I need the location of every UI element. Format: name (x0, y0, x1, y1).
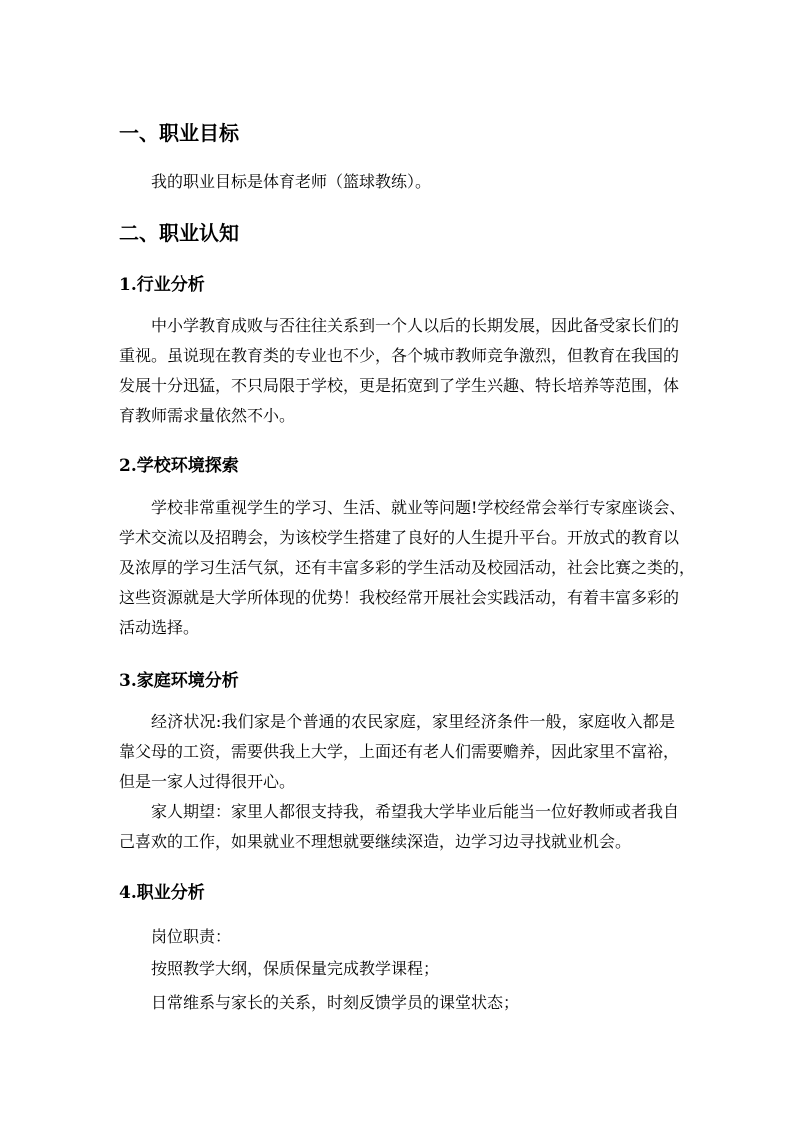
text-line: 家人期望：家里人都很支持我，希望我大学毕业后能当一位好教师或者我自 (151, 802, 680, 821)
text-line: 学校非常重视学生的学习、生活、就业等问题!学校经常会举行专家座谈会、 (151, 498, 686, 517)
text-line: 岗位职责： (151, 927, 232, 946)
text-line: 我的职业目标是体育老师（篮球教练）。 (151, 172, 432, 191)
text-line: 及浓厚的学习生活气氛，还有丰富多彩的学生活动及校园活动，社会比赛之类的， (119, 558, 696, 577)
subheading-career-analysis: 4.职业分析 (119, 883, 205, 903)
text-line: 靠父母的工资，需要供我上大学，上面还有老人们需要赡养，因此家里不富裕， (119, 742, 680, 761)
career-analysis-list (119, 922, 675, 1018)
text-line: 但是一家人过得很开心。 (119, 772, 296, 791)
text-line: 重视。虽说现在教育类的专业也不少，各个城市教师竞争激烈，但教育在我国的 (119, 346, 680, 365)
section-heading-career-cognition: 二、职业认知 (119, 221, 239, 245)
text-line: 学术交流以及招聘会，为该校学生搭建了良好的人生提升平台。开放式的教育以 (119, 528, 680, 547)
text-line: 日常维系与家长的关系，时刻反馈学员的课堂状态； (151, 993, 520, 1012)
subheading-industry-analysis: 1.行业分析 (119, 275, 205, 295)
text-line: 经济状况:我们家是个普通的农民家庭，家里经济条件一般，家庭收入都是 (151, 712, 675, 731)
text-line: 按照教学大纲，保质保量完成教学课程； (151, 959, 440, 978)
text-line: 发展十分迅猛，不只局限于学校，更是拓宽到了学生兴趣、特长培养等范围，体 (119, 376, 680, 395)
subheading-family-environment: 3.家庭环境分析 (119, 671, 239, 691)
section-heading-career-goal: 一、职业目标 (119, 121, 239, 145)
industry-paragraph (119, 311, 680, 431)
text-line: 活动选择。 (119, 618, 200, 637)
text-line: 育教师需求量依然不小。 (119, 406, 296, 425)
subheading-school-environment: 2.学校环境探索 (119, 456, 239, 476)
school-paragraph (119, 493, 696, 643)
text-line: 己喜欢的工作，如果就业不理想就要继续深造，边学习边寻找就业机会。 (119, 832, 632, 851)
career-goal-paragraph (119, 167, 675, 197)
text-line: 这些资源就是大学所体现的优势！我校经常开展社会实践活动，有着丰富多彩的 (119, 588, 680, 607)
family-expectation-paragraph (119, 797, 680, 857)
text-line: 中小学教育成败与否往往关系到一个人以后的长期发展，因此备受家长们的 (151, 316, 680, 335)
family-economic-paragraph (119, 707, 680, 797)
